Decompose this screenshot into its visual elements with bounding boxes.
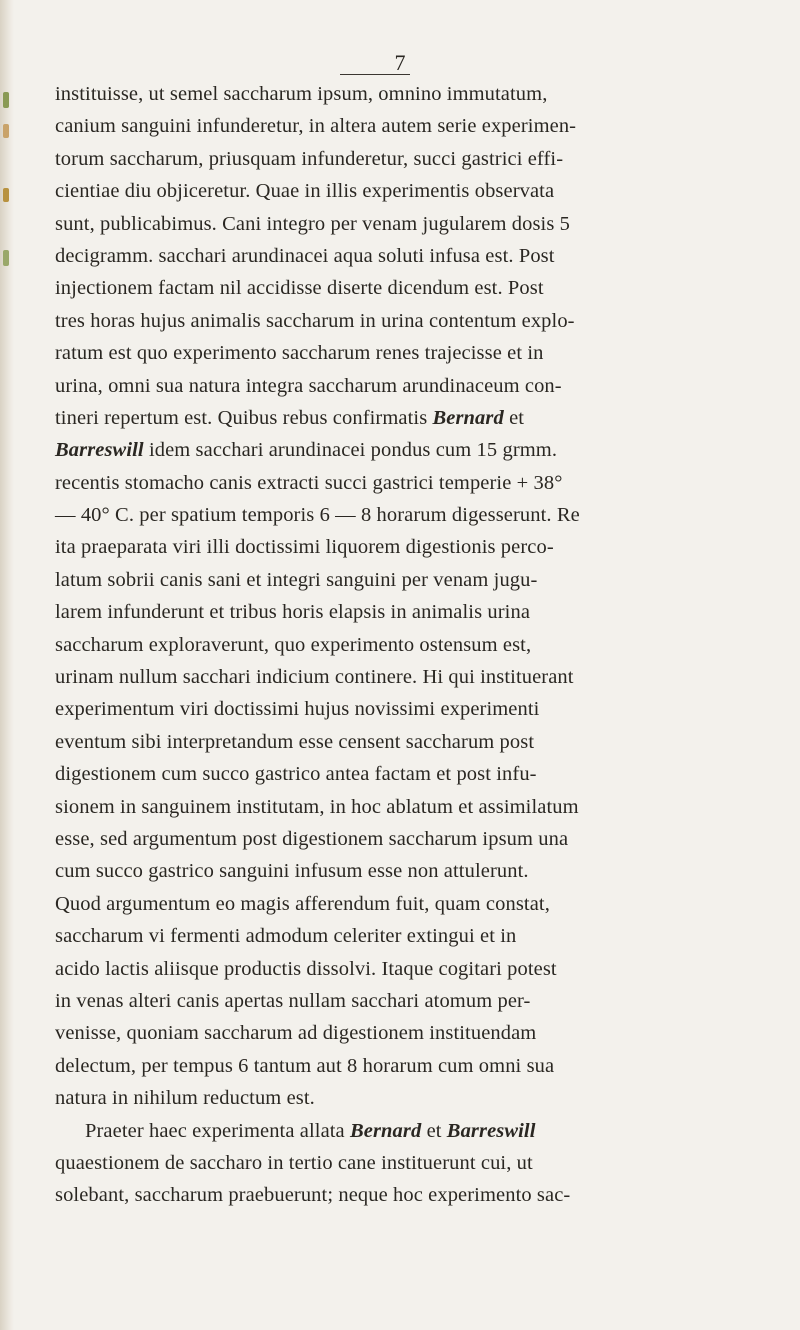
text-run: sunt, publicabimus. Cani integro per venam jugularem dosis 5 — [55, 212, 570, 235]
text-line — [55, 110, 755, 142]
italic-name: Barreswill — [446, 1119, 536, 1142]
text-line — [55, 953, 755, 985]
text-run: sionem in sanguinem institutam, in hoc ablatum et assimilatum — [55, 795, 579, 818]
text-line — [55, 1050, 755, 1082]
text-line — [55, 596, 755, 628]
text-line — [55, 175, 755, 207]
text-run: in venas alteri canis apertas nullam sacchari atomum per- — [55, 989, 531, 1012]
text-run: et — [503, 406, 525, 429]
binding-mark — [3, 124, 9, 138]
text-line — [55, 1147, 755, 1179]
text-run: canium sanguini infunderetur, in altera autem serie experimen- — [55, 115, 577, 138]
text-run: torum saccharum, priusquam infunderetur, succi gastrici effi- — [55, 147, 564, 170]
text-line — [55, 531, 755, 563]
text-line — [55, 240, 755, 272]
text-run: cientiae diu objiceretur. Quae in illis experimentis observata — [55, 180, 555, 203]
text-line — [55, 305, 755, 337]
text-run: ita praeparata viri illi doctissimi liquorem digestionis perco- — [55, 536, 554, 559]
text-run: saccharum exploraverunt, quo experimento ostensum est, — [55, 633, 532, 656]
text-run: solebant, saccharum praebuerunt; neque hoc experimento sac- — [55, 1184, 571, 1207]
text-line — [55, 1082, 755, 1114]
text-line — [55, 920, 755, 952]
text-run: Quod argumentum eo magis afferendum fuit, quam constat, — [55, 892, 550, 915]
text-run: latum sobrii canis sani et integri sanguini per venam jugu- — [55, 568, 538, 591]
text-run: tineri repertum est. Quibus rebus confirmatis — [55, 406, 433, 429]
italic-name: Bernard — [350, 1119, 422, 1142]
text-run: instituisse, ut semel saccharum ipsum, omnino immutatum, — [55, 83, 548, 105]
text-line — [55, 272, 755, 304]
text-line — [55, 434, 755, 466]
text-run: decigramm. sacchari arundinacei aqua soluti infusa est. Post — [55, 244, 555, 267]
text-line — [55, 499, 755, 531]
text-run: saccharum vi fermenti admodum celeriter extingui et in — [55, 925, 517, 948]
text-run: acido lactis aliisque productis dissolvi. Itaque cogitari potest — [55, 957, 557, 980]
text-line — [55, 402, 755, 434]
body-text — [55, 78, 755, 1212]
text-run: recentis stomacho canis extracti succi gastrici temperie + 38° — [55, 471, 563, 494]
text-line — [55, 337, 755, 369]
binding-mark — [3, 250, 9, 266]
text-line — [55, 661, 755, 693]
text-run: larem infunderunt et tribus horis elapsis in animalis urina — [55, 601, 531, 624]
text-line — [55, 985, 755, 1017]
text-line — [55, 1115, 755, 1147]
text-run: idem sacchari arundinacei pondus cum 15 grmm. — [143, 439, 558, 462]
page-number: 7 — [394, 50, 406, 75]
text-run: ratum est quo experimento saccharum renes trajecisse et in — [55, 342, 544, 365]
text-run: venisse, quoniam saccharum ad digestionem instituendam — [55, 1022, 537, 1045]
binding-mark — [3, 188, 9, 202]
text-line — [55, 791, 755, 823]
text-run: injectionem factam nil accidisse diserte dicendum est. Post — [55, 277, 544, 300]
text-line — [55, 370, 755, 402]
text-line — [55, 143, 755, 175]
text-run: digestionem cum succo gastrico antea factam et post infu- — [55, 763, 537, 786]
text-line — [55, 1179, 755, 1211]
text-run: quaestionem de saccharo in tertio cane instituerunt cui, ut — [55, 1151, 533, 1174]
text-line — [55, 693, 755, 725]
text-line — [55, 564, 755, 596]
text-line — [55, 823, 755, 855]
text-run: et — [421, 1119, 447, 1142]
text-line — [55, 467, 755, 499]
text-line — [55, 855, 755, 887]
binding-mark — [3, 92, 9, 108]
text-run: delectum, per tempus 6 tantum aut 8 horarum cum omni sua — [55, 1054, 555, 1077]
text-run: experimentum viri doctissimi hujus novissimi experimenti — [55, 698, 540, 721]
text-run: Praeter haec experimenta allata — [85, 1119, 350, 1142]
text-line — [55, 758, 755, 790]
page-number-rule — [340, 74, 410, 75]
text-line — [55, 1017, 755, 1049]
italic-name: Barreswill — [55, 439, 144, 462]
text-line — [55, 726, 755, 758]
text-run: urinam nullum sacchari indicium continere. Hi qui instituerant — [55, 666, 574, 689]
text-line — [55, 78, 755, 110]
text-run: cum succo gastrico sanguini infusum esse non attulerunt. — [55, 860, 529, 883]
text-line — [55, 888, 755, 920]
text-run: — 40° C. per spatium temporis 6 — 8 horarum digesserunt. Re — [55, 504, 580, 527]
text-run: natura in nihilum reductum est. — [55, 1087, 315, 1110]
text-line — [55, 629, 755, 661]
text-line — [55, 208, 755, 240]
text-run: eventum sibi interpretandum esse censent saccharum post — [55, 730, 535, 753]
italic-name: Bernard — [432, 406, 504, 429]
text-run: urina, omni sua natura integra saccharum arundinaceum con- — [55, 374, 562, 397]
text-run: tres horas hujus animalis saccharum in urina contentum explo- — [55, 309, 575, 332]
text-run: esse, sed argumentum post digestionem saccharum ipsum una — [55, 827, 569, 850]
